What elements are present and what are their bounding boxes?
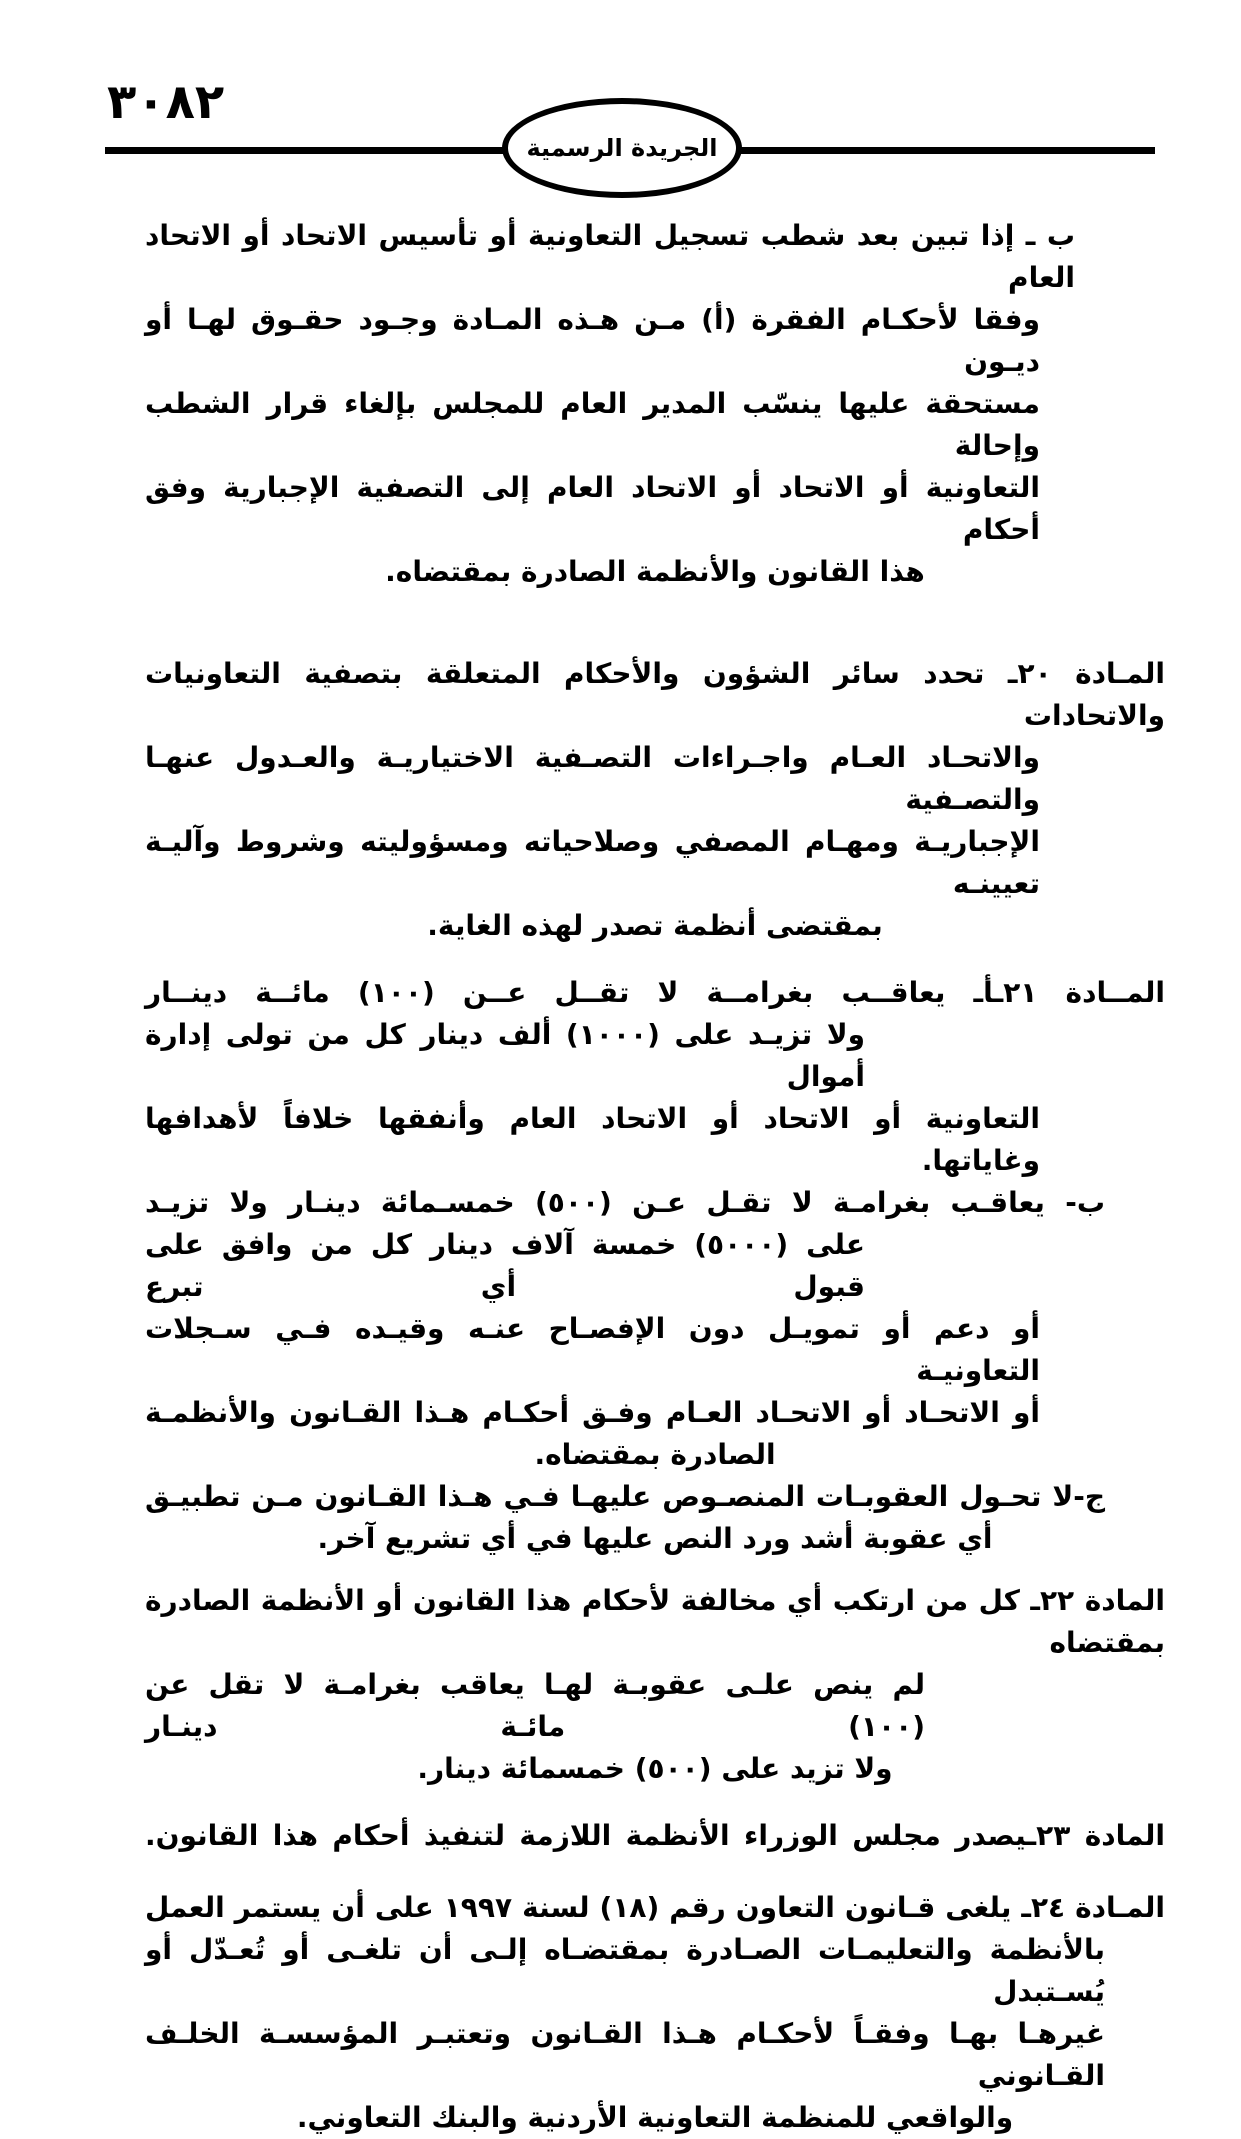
- article-label-line: المادة ٢٢ـ كل من ارتكب أي مخالفة لأحكام هذا القانون أو الأنظمة الصادرة بمقتضاه: [145, 1584, 1165, 1659]
- text-line: ب ـ إذا تبين بعد شطب تسجيل التعاونية أو تأسيس الاتحاد أو الاتحاد العام: [145, 219, 1075, 294]
- text-line: أو دعم أو تمويـل دون الإفصـاح عنـه وقيـده فـي سـجلات التعاونيـة: [145, 1312, 1040, 1387]
- article-22: [105, 1580, 1165, 1790]
- text-line: والاتحـاد العـام واجـراءات التصـفية الاختياريـة والعـدول عنهـا والتصـفية: [145, 741, 1040, 816]
- text-line: وفقا لأحكـام الفقرة (أ) مـن هـذه المـادة وجـود حقـوق لهـا أو ديـون: [145, 303, 1040, 378]
- gazette-oval-badge: [502, 98, 742, 198]
- text-line: لم ينص علـى عقوبـة لهـا يعاقب بغرامـة لا تقل عن (١٠٠) مائـة دينـار: [145, 1668, 925, 1743]
- article-label-line: المــادة ٢١ـأـ يعاقــب بغرامــة لا تقــل عــن (١٠٠) مائــة دينــار: [145, 976, 1165, 1009]
- text-line: ولا تزيـد على (١٠٠٠) ألف دينار كل من تولى إدارة أموال: [145, 1018, 865, 1093]
- text-line: هذا القانون والأنظمة الصادرة بمقتضاه.: [385, 555, 925, 588]
- gazette-badge-label: الجريدة الرسمية: [526, 134, 718, 162]
- text-line: ولا تزيد على (٥٠٠) خمسمائة دينار.: [417, 1752, 893, 1785]
- article-21: [105, 972, 1165, 1560]
- text-line: ب- يعاقـب بغرامـة لا تقـل عـن (٥٠٠) خمسـمائة دينـار ولا تزيـد: [145, 1186, 1105, 1219]
- document-body: [105, 215, 1165, 2139]
- article-24: [105, 1887, 1165, 2139]
- text-line: والواقعي للمنظمة التعاونية الأردنية والبنك التعاوني.: [296, 2101, 1014, 2134]
- text-line: أي عقوبة أشد ورد النص عليها في أي تشريع آخر.: [317, 1522, 993, 1555]
- text-line: التعاونية أو الاتحاد أو الاتحاد العام وأنفقها خلافاً لأهدافها وغاياتها.: [145, 1102, 1040, 1177]
- article-label-line: المـادة ٢٠ـ تحدد سائر الشؤون والأحكام المتعلقة بتصفية التعاونيات والاتحادات: [145, 657, 1165, 732]
- text-line: الإجباريـة ومهـام المصفي وصلاحياته ومسؤوليته وشروط وآليـة تعيينـه: [145, 825, 1040, 900]
- text-line: بمقتضى أنظمة تصدر لهذه الغاية.: [427, 909, 883, 942]
- article-label-line: المـادة ٢٤ـ يلغى قـانون التعاون رقم (١٨) لسنة ١٩٩٧ على أن يستمر العمل: [145, 1891, 1165, 1924]
- text-line: التعاونية أو الاتحاد أو الاتحاد العام إلى التصفية الإجبارية وفق أحكام: [145, 471, 1040, 546]
- article-label-line: المادة ٢٣ـيصدر مجلس الوزراء الأنظمة اللازمة لتنفيذ أحكام هذا القانون.: [145, 1819, 1166, 1852]
- text-line: مستحقة عليها ينسّب المدير العام للمجلس بإلغاء قرار الشطب وإحالة: [145, 387, 1040, 462]
- article-20: [105, 653, 1165, 947]
- text-line: على (٥٠٠٠) خمسة آلاف دينار كل من وافق على قبول أي تبرع: [145, 1228, 865, 1303]
- page-number: ٣٠٨٢: [107, 74, 225, 130]
- clause-b-paragraph: [105, 215, 1165, 593]
- text-line: ج-لا تحـول العقوبـات المنصـوص عليهـا فـي هـذا القـانون مـن تطبيـق: [145, 1480, 1105, 1513]
- text-line: بالأنظمة والتعليمـات الصـادرة بمقتضـاه إلـى أن تلغـى أو تُعـدّل أو يُسـتبدل: [145, 1933, 1105, 2008]
- article-23: [105, 1815, 1165, 1857]
- text-line: غيرهـا بهـا وفقـاً لأحكـام هـذا القـانون وتعتبـر المؤسسـة الخلـف القـانوني: [145, 2017, 1105, 2092]
- text-line: الصادرة بمقتضاه.: [534, 1438, 776, 1471]
- text-line: أو الاتحـاد أو الاتحـاد العـام وفـق أحكـام هـذا القـانون والأنظمـة: [145, 1396, 1040, 1429]
